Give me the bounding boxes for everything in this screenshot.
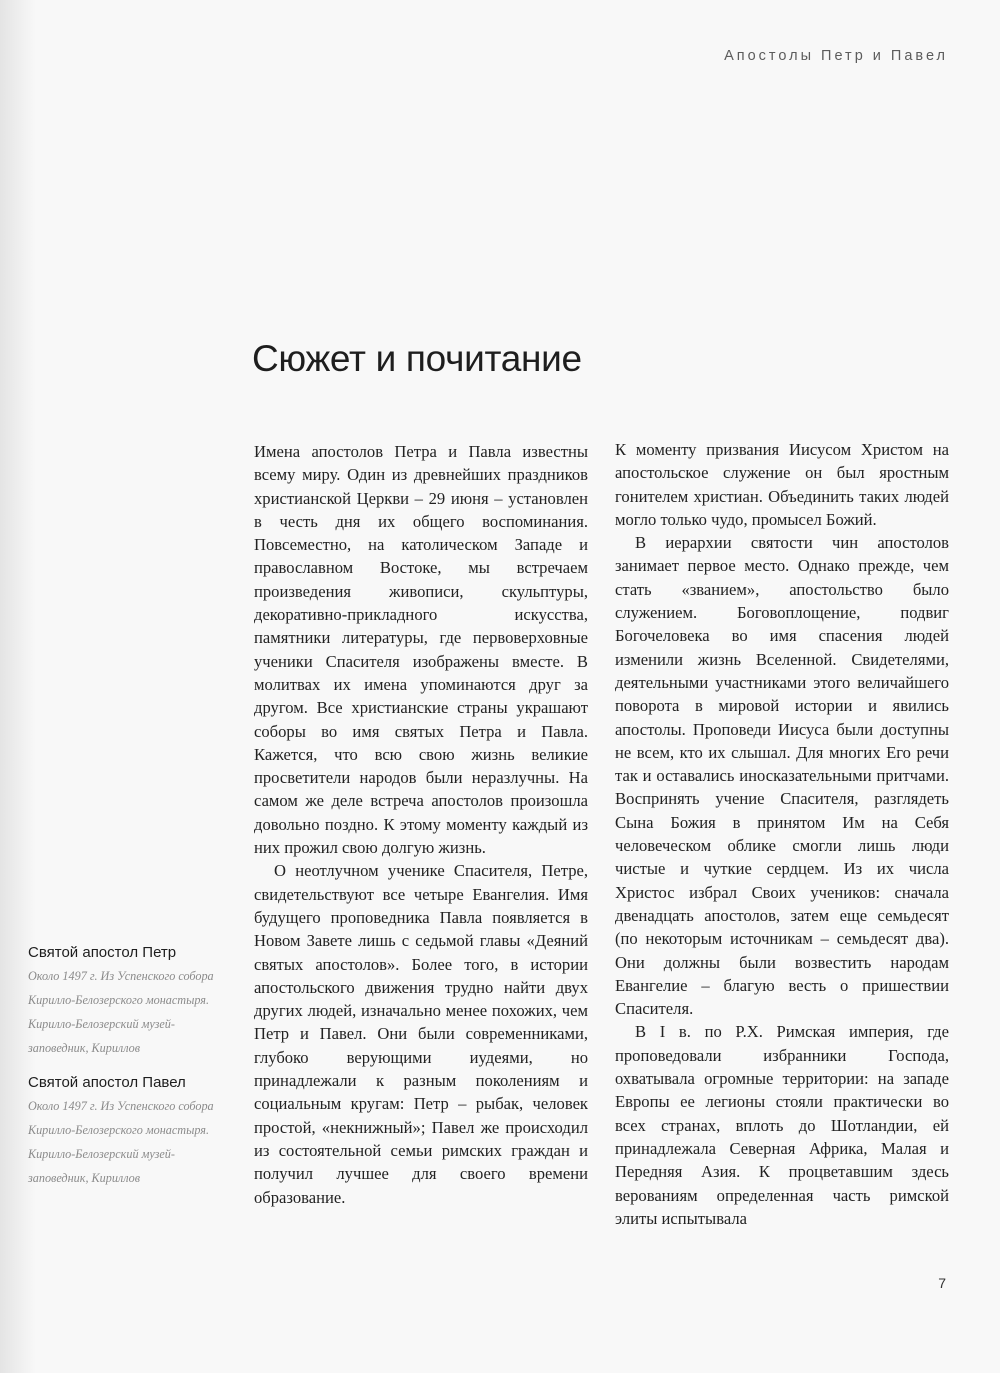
- caption-title-peter: Святой апостол Петр: [28, 944, 177, 961]
- page-title: Сюжет и почитание: [252, 338, 582, 379]
- page-number: 7: [938, 1275, 946, 1291]
- text-column-left: [254, 440, 588, 1209]
- paragraph: В I в. по Р.Х. Римская империя, где проповедовали избранники Господа, охватывала огромные территории: на западе Европы ее легионы стояли практически во всех странах, вплоть до Шотландии, ей принадлежала Северная Африка, Малая и Передняя Азия. К процветавшим здесь верованиям определенная часть римской элиты испытывала: [615, 1022, 949, 1228]
- paragraph: О неотлучном ученике Спасителя, Петре, свидетельствуют все четыре Евангелия. Имя будущего проповедника Павла появляется в Новом Завете лишь с седьмой главы «Деяний святых апостолов». Более того, в истории апостольского движения трудно найти двух других людей, изначально менее похожих, чем Петр и Павел. Они были современниками, глубоко верующими иудеями, но принадлежали к разным поколениям и социальным кругам: Петр – рыбак, человек простой, «некнижный»; Павел же происходил из состоятельной семьи римских граждан и получил лучшее для своего времени образование.: [254, 861, 588, 1207]
- text-column-right: [615, 438, 949, 1230]
- paragraph: В иерархии святости чин апостолов занимает первое место. Однако прежде, чем стать «званием», апостольство было служением. Боговоплощение, подвиг Богочеловека во имя спасения людей изменили жизнь Вселенной. Свидетелями, деятельными участниками этого величайшего поворота в мировой истории и явились апостолы. Проповеди Иисуса были доступны не всем, кто их слышал. Для многих Его речи так и оставались иносказательными притчами. Воспринять учение Спасителя, разглядеть Сына Божия в принятом Им на Себя человеческом облике смогли лишь люди чистые и чуткие сердцем. Из их числа Христос избрал Своих учеников: сначала двенадцать апостолов, затем еще семьдесят (по некоторым источникам – семьдесят два). Они должны были возвестить народам Евангелие – благую весть о пришествии Спасителя.: [615, 533, 949, 1019]
- paragraph: Имена апостолов Петра и Павла известны всему миру. Один из древнейших праздников христианской Церкви – 29 июня – установлен в честь дня их общего воспоминания. Повсеместно, на католическом Западе и православном Востоке, мы встречаем произведения живописи, скульптуры, декоративно-прикладного искусства, памятники литературы, где первоверховные ученики Спасителя изображены вместе. В молитвах их имена упоминаются друг за другом. Все христианские страны украшают соборы во имя святых Петра и Павла. Кажется, что всю свою жизнь великие просветители народов были неразлучны. На самом же деле встреча апостолов произошла довольно поздно. К этому моменту каждый из них прожил свою долгую жизнь.: [254, 442, 588, 858]
- image-captions: [28, 944, 218, 1204]
- caption-text-peter: Около 1497 г. Из Успенского собора Кирилло-Белозерского монастыря. Кирилло-Белозерский музей-заповедник, Кириллов: [28, 969, 214, 1055]
- paragraph: К моменту призвания Иисусом Христом на апостольское служение он был яростным гонителем христиан. Объединить таких людей могло только чудо, промысел Божий.: [615, 440, 949, 529]
- caption-title-paul: Святой апостол Павел: [28, 1074, 186, 1091]
- running-head: Апостолы Петр и Павел: [724, 48, 948, 64]
- caption-text-paul: Около 1497 г. Из Успенского собора Кирилло-Белозерского монастыря. Кирилло-Белозерский музей-заповедник, Кириллов: [28, 1099, 214, 1185]
